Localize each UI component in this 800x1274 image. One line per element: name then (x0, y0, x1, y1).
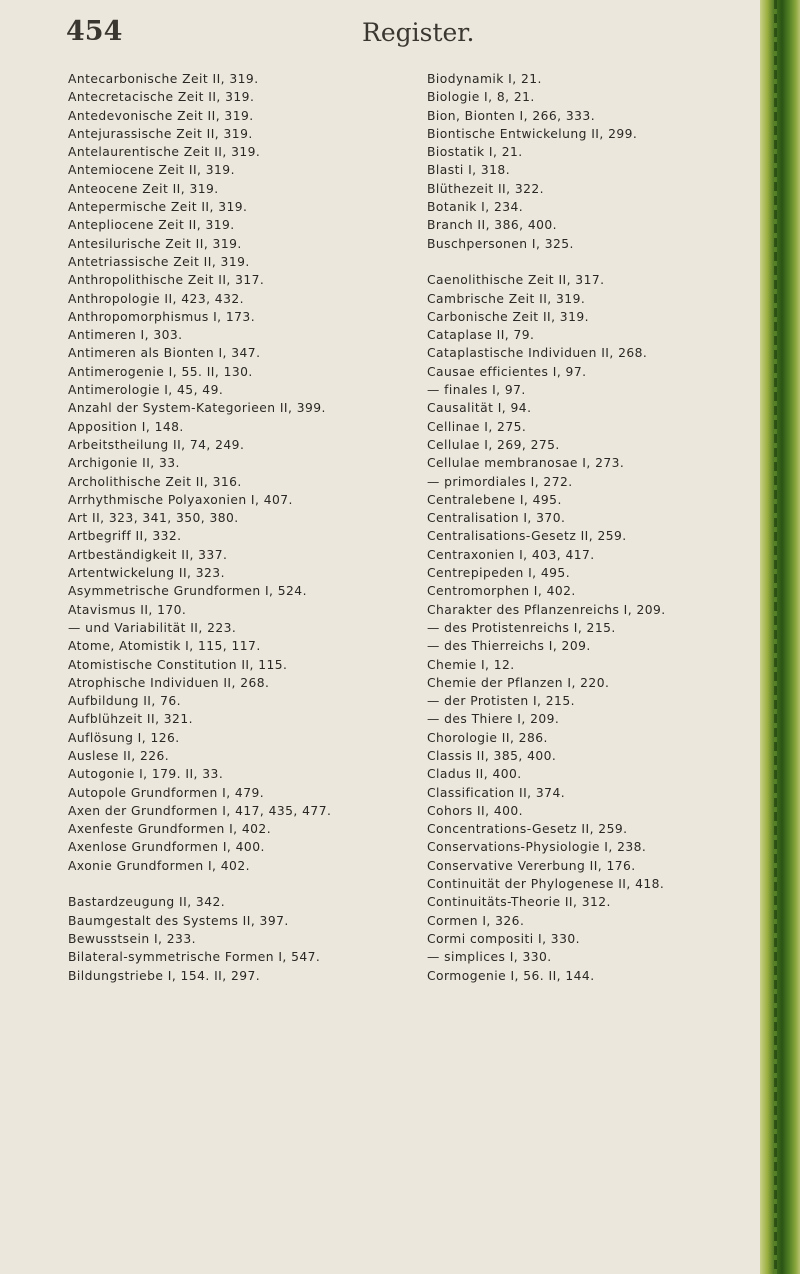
page-title: Register. (362, 18, 475, 47)
index-entry: Classis II, 385, 400. (427, 748, 557, 763)
index-entry: Antejurassische Zeit II, 319. (68, 126, 253, 141)
index-entry: Aufbildung II, 76. (68, 694, 182, 709)
index-entry: Auslese II, 226. (68, 748, 170, 763)
index-entry: Cladus II, 400. (427, 767, 522, 782)
index-entry: — finales I, 97. (427, 383, 526, 398)
index-entry: Classification II, 374. (427, 785, 566, 800)
index-entry: Bastardzeugung II, 342. (68, 895, 226, 910)
index-entry: Cellinae I, 275. (427, 419, 527, 434)
index-entry: Atrophische Individuen II, 268. (68, 675, 270, 690)
index-entry: Autogonie I, 179. II, 33. (68, 767, 224, 782)
index-entry: Chemie der Pflanzen I, 220. (427, 675, 610, 690)
index-entry: Cormen I, 326. (427, 913, 525, 928)
section-gap (427, 253, 777, 271)
index-entry: Chorologie II, 286. (427, 730, 548, 745)
index-entry: Cambrische Zeit II, 319. (427, 291, 586, 306)
index-entry: Atomistische Constitution II, 115. (68, 657, 288, 672)
index-entry: Axenfeste Grundformen I, 402. (68, 822, 272, 837)
index-entry: Antepermische Zeit II, 319. (68, 200, 248, 215)
index-entry: Antimerogenie I, 55. II, 130. (68, 364, 253, 379)
index-entry: Aufblühzeit II, 321. (68, 712, 193, 727)
index-entry: Asymmetrische Grundformen I, 524. (68, 584, 307, 599)
index-entry: Continuität der Phylogenese II, 418. (427, 877, 665, 892)
index-entry: Antecarbonische Zeit II, 319. (68, 72, 259, 86)
index-entry: Antimeren I, 303. (68, 328, 183, 343)
index-entry: Artbeständigkeit II, 337. (68, 547, 228, 562)
index-entry: — des Thierreichs I, 209. (427, 639, 591, 654)
page-number: 454 (66, 16, 123, 47)
index-entry: Cohors II, 400. (427, 803, 523, 818)
index-entry: Chemie I, 12. (427, 657, 515, 672)
index-entry: Bewusstsein I, 233. (68, 931, 196, 946)
index-entry: Anzahl der System-Kategorieen II, 399. (68, 401, 326, 416)
section-gap (68, 875, 458, 893)
index-entry: Bion, Bionten I, 266, 333. (427, 108, 596, 123)
index-entry: — der Protisten I, 215. (427, 694, 575, 709)
index-entry: Atome, Atomistik I, 115, 117. (68, 639, 261, 654)
index-entry: Concentrations-Gesetz II, 259. (427, 822, 628, 837)
index-entry: Carbonische Zeit II, 319. (427, 309, 589, 324)
index-entry: Cellulae membranosae I, 273. (427, 456, 625, 471)
index-entry: — simplices I, 330. (427, 950, 552, 965)
index-entry: Anteocene Zeit II, 319. (68, 181, 219, 196)
index-entry: Conservations-Physiologie I, 238. (427, 840, 647, 855)
index-entry: Antetriassische Zeit II, 319. (68, 254, 250, 269)
index-entry: Centralebene I, 495. (427, 492, 562, 507)
index-entry: Baumgestalt des Systems II, 397. (68, 913, 289, 928)
index-entry: Anthropomorphismus I, 173. (68, 309, 256, 324)
index-entry: Antepliocene Zeit II, 319. (68, 218, 235, 233)
index-entry: Centralisation I, 370. (427, 511, 566, 526)
index-entry: Antecretacische Zeit II, 319. (68, 90, 255, 105)
index-entry: Artentwickelung II, 323. (68, 566, 225, 581)
index-entry: — des Protistenreichs I, 215. (427, 620, 616, 635)
index-entry: Antimerologie I, 45, 49. (68, 383, 224, 398)
index-entry: Causalität I, 94. (427, 401, 532, 416)
index-entry: Antelaurentische Zeit II, 319. (68, 145, 261, 160)
index-entry: Conservative Vererbung II, 176. (427, 858, 636, 873)
index-column-left (68, 70, 458, 985)
index-entry: — des Thiere I, 209. (427, 712, 560, 727)
index-entry: Caenolithische Zeit II, 317. (427, 273, 605, 288)
index-entry: Antimeren als Bionten I, 347. (68, 346, 261, 361)
index-entry: Charakter des Pflanzenreichs I, 209. (427, 602, 666, 617)
index-entry: Biostatik I, 21. (427, 145, 523, 160)
index-entry: Bilateral-symmetrische Formen I, 547. (68, 950, 321, 965)
index-entry: Axen der Grundformen I, 417, 435, 477. (68, 803, 332, 818)
index-entry: Centrepipeden I, 495. (427, 566, 571, 581)
index-entry: Axonie Grundformen I, 402. (68, 858, 250, 873)
index-entry: Buschpersonen I, 325. (427, 236, 574, 251)
index-entry: Art II, 323, 341, 350, 380. (68, 511, 239, 526)
index-entry: Antemiocene Zeit II, 319. (68, 163, 235, 178)
index-entry: Archolithische Zeit II, 316. (68, 474, 242, 489)
index-entry: Botanik I, 234. (427, 200, 524, 215)
index-entry: Blüthezeit II, 322. (427, 181, 544, 196)
index-entry: Atavismus II, 170. (68, 602, 187, 617)
book-binding-edge (760, 0, 800, 1274)
index-entry: Centralisations-Gesetz II, 259. (427, 529, 627, 544)
index-entry: — primordiales I, 272. (427, 474, 573, 489)
index-entry: Centraxonien I, 403, 417. (427, 547, 595, 562)
index-entry: Artbegriff II, 332. (68, 529, 182, 544)
index-entry: Cellulae I, 269, 275. (427, 437, 560, 452)
index-entry: Centromorphen I, 402. (427, 584, 576, 599)
index-entry: Bildungstriebe I, 154. II, 297. (68, 968, 261, 983)
index-entry: Antesilurische Zeit II, 319. (68, 236, 242, 251)
index-entry: — und Variabilität II, 223. (68, 620, 237, 635)
index-entry: Archigonie II, 33. (68, 456, 180, 471)
index-entry: Biontische Entwickelung II, 299. (427, 126, 638, 141)
index-entry: Anthropologie II, 423, 432. (68, 291, 244, 306)
index-entry: Blasti I, 318. (427, 163, 511, 178)
index-column-right (427, 70, 777, 985)
index-entry: Axenlose Grundformen I, 400. (68, 840, 265, 855)
index-entry: Auflösung I, 126. (68, 730, 180, 745)
index-entry: Branch II, 386, 400. (427, 218, 558, 233)
index-entry: Continuitäts-Theorie II, 312. (427, 895, 611, 910)
index-entry: Cormi compositi I, 330. (427, 931, 580, 946)
index-entry: Biologie I, 8, 21. (427, 90, 535, 105)
index-entry: Cataplastische Individuen II, 268. (427, 346, 648, 361)
index-entry: Apposition I, 148. (68, 419, 184, 434)
index-entry: Cataplase II, 79. (427, 328, 535, 343)
index-entry: Antedevonische Zeit II, 319. (68, 108, 254, 123)
index-entry: Biodynamik I, 21. (427, 72, 542, 86)
index-entry: Cormogenie I, 56. II, 144. (427, 968, 595, 983)
index-entry: Arrhythmische Polyaxonien I, 407. (68, 492, 293, 507)
index-entry: Anthropolithische Zeit II, 317. (68, 273, 265, 288)
index-entry: Autopole Grundformen I, 479. (68, 785, 265, 800)
index-entry: Arbeitstheilung II, 74, 249. (68, 437, 245, 452)
index-entry: Causae efficientes I, 97. (427, 364, 587, 379)
